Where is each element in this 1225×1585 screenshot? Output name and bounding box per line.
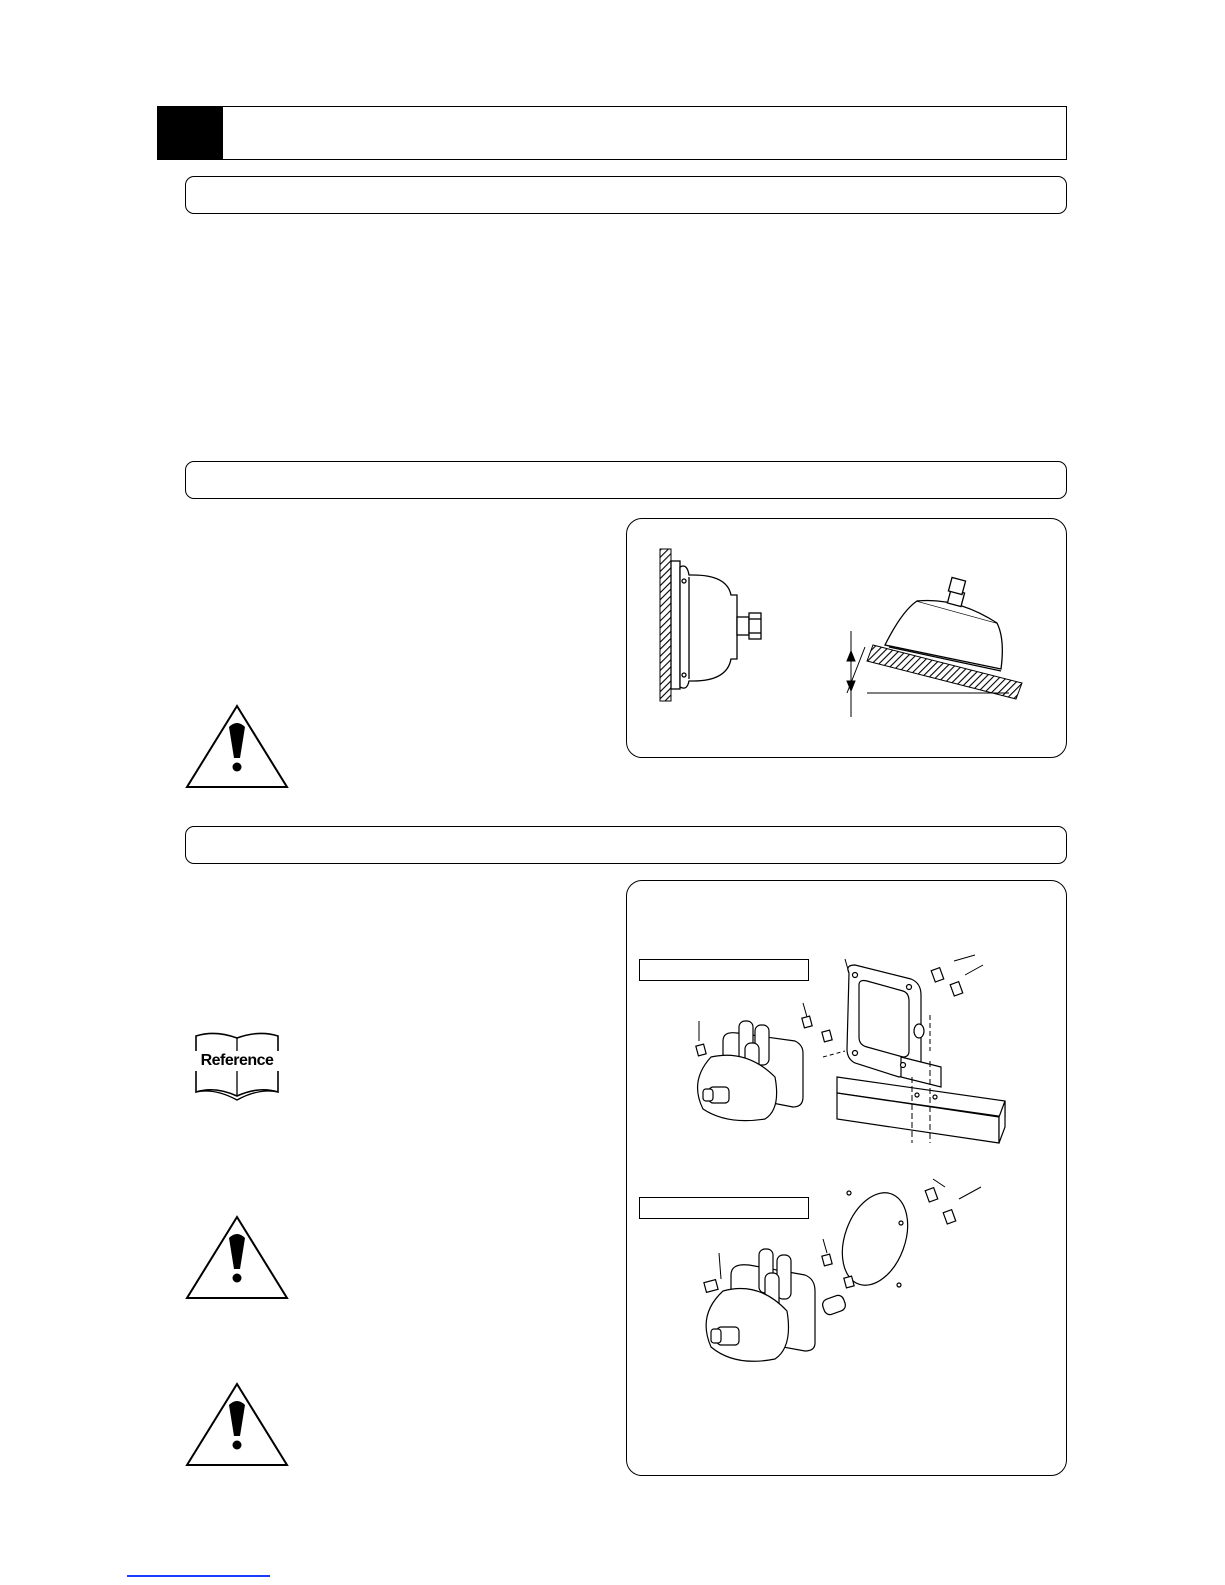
footer-link-underline[interactable] — [127, 1575, 270, 1577]
section-heading-2 — [185, 461, 1067, 499]
upper-pump-unit — [696, 1016, 832, 1121]
exploded-view-drawings — [627, 881, 1068, 1477]
upper-elbow-fittings — [931, 968, 963, 996]
chapter-number-tab — [157, 106, 223, 160]
section-heading-3 — [185, 826, 1067, 864]
warning-triangle-icon — [183, 703, 291, 791]
installation-figure — [626, 880, 1067, 1476]
reference-label: Reference — [193, 1051, 281, 1071]
mounting-angle-drawing — [627, 519, 1068, 759]
lower-pump-unit — [704, 1249, 854, 1361]
warning-triangle-icon — [183, 1214, 291, 1302]
section-heading-1 — [185, 176, 1067, 214]
reference-book-icon — [193, 1030, 281, 1102]
pump-side-view — [671, 561, 761, 689]
mounting-bracket — [847, 965, 941, 1087]
chapter-heading-bar — [157, 106, 1067, 160]
vertical-mounting-wall — [660, 549, 671, 701]
lower-elbow-fittings — [925, 1188, 956, 1224]
base-plate — [837, 1077, 1005, 1143]
mounting-angle-figure — [626, 518, 1067, 758]
warning-triangle-icon — [183, 1381, 291, 1469]
